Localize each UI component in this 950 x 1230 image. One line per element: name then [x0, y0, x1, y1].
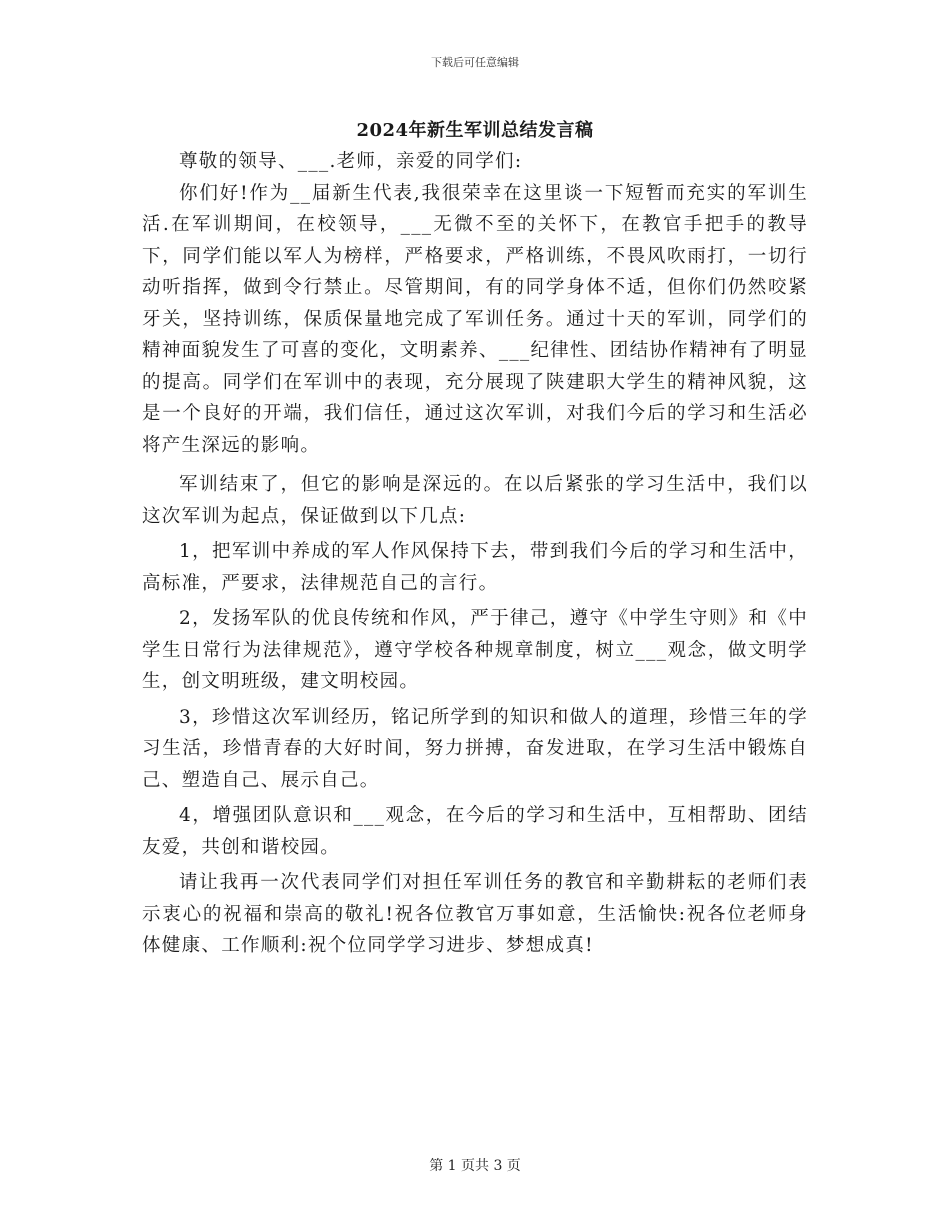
- list-item-4: 4，增强团队意识和___观念，在今后的学习和生活中，互相帮助、团结友爱，共创和谐校园。: [142, 805, 808, 858]
- document-body: [142, 146, 808, 962]
- body-paragraph-2: 军训结束了，但它的影响是深远的。在以后紧张的学习生活中，我们以这次军训为起点，保证做到以下几点:: [142, 474, 808, 527]
- list-item-3: 3，珍惜这次军训经历，铭记所学到的知识和做人的道理，珍惜三年的学习生活，珍惜青春的大好时间，努力拼搏，奋发进取，在学习生活中锻炼自己、塑造自己、展示自己。: [142, 706, 808, 791]
- body-paragraph-1: 你们好!作为__届新生代表,我很荣幸在这里谈一下短暂而充实的军训生活.在军训期间，在校领导，___无微不至的关怀下，在教官手把手的教导下，同学们能以军人为榜样，严格要求，严格训练，不畏风吹雨打，一切行动听指挥，做到令行禁止。尽管期间，有的同学身体不适，但你们仍然咬紧牙关，坚持训练，保质保量地完成了军训任务。通过十天的军训，同学们的精神面貌发生了可喜的变化，文明素养、___纪律性、团结协作精神有了明显的提高。同学们在军训中的表现，充分展现了陕建职大学生的精神风貌，这是一个良好的开端，我们信任，通过这次军训，对我们今后的学习和生活必将产生深远的影响。: [142, 182, 808, 456]
- page-header-note: 下载后可任意编辑: [431, 56, 519, 69]
- list-item-2: 2，发扬军队的优良传统和作风，严于律己，遵守《中学生守则》和《中学生日常行为法律规范》，遵守学校各种规章制度，树立___观念，做文明学生，创文明班级，建文明校园。: [142, 608, 808, 692]
- salutation-paragraph: 尊敬的领导、___.老师，亲爱的同学们:: [179, 151, 523, 172]
- list-item-1: 1，把军训中养成的军人作风保持下去，带到我们今后的学习和生活中，高标准，严要求，法律规范自己的言行。: [142, 541, 808, 594]
- document-title: 2024年新生军训总结发言稿: [356, 120, 594, 141]
- page-number-footer: 第 1 页共 3 页: [429, 1158, 521, 1174]
- closing-paragraph: 请让我再一次代表同学们对担任军训任务的教官和辛勤耕耘的老师们表示衷心的祝福和崇高的敬礼!祝各位教官万事如意，生活愉快:祝各位老师身体健康、工作顺利:祝个位同学学习进步、梦想成真!: [142, 872, 808, 956]
